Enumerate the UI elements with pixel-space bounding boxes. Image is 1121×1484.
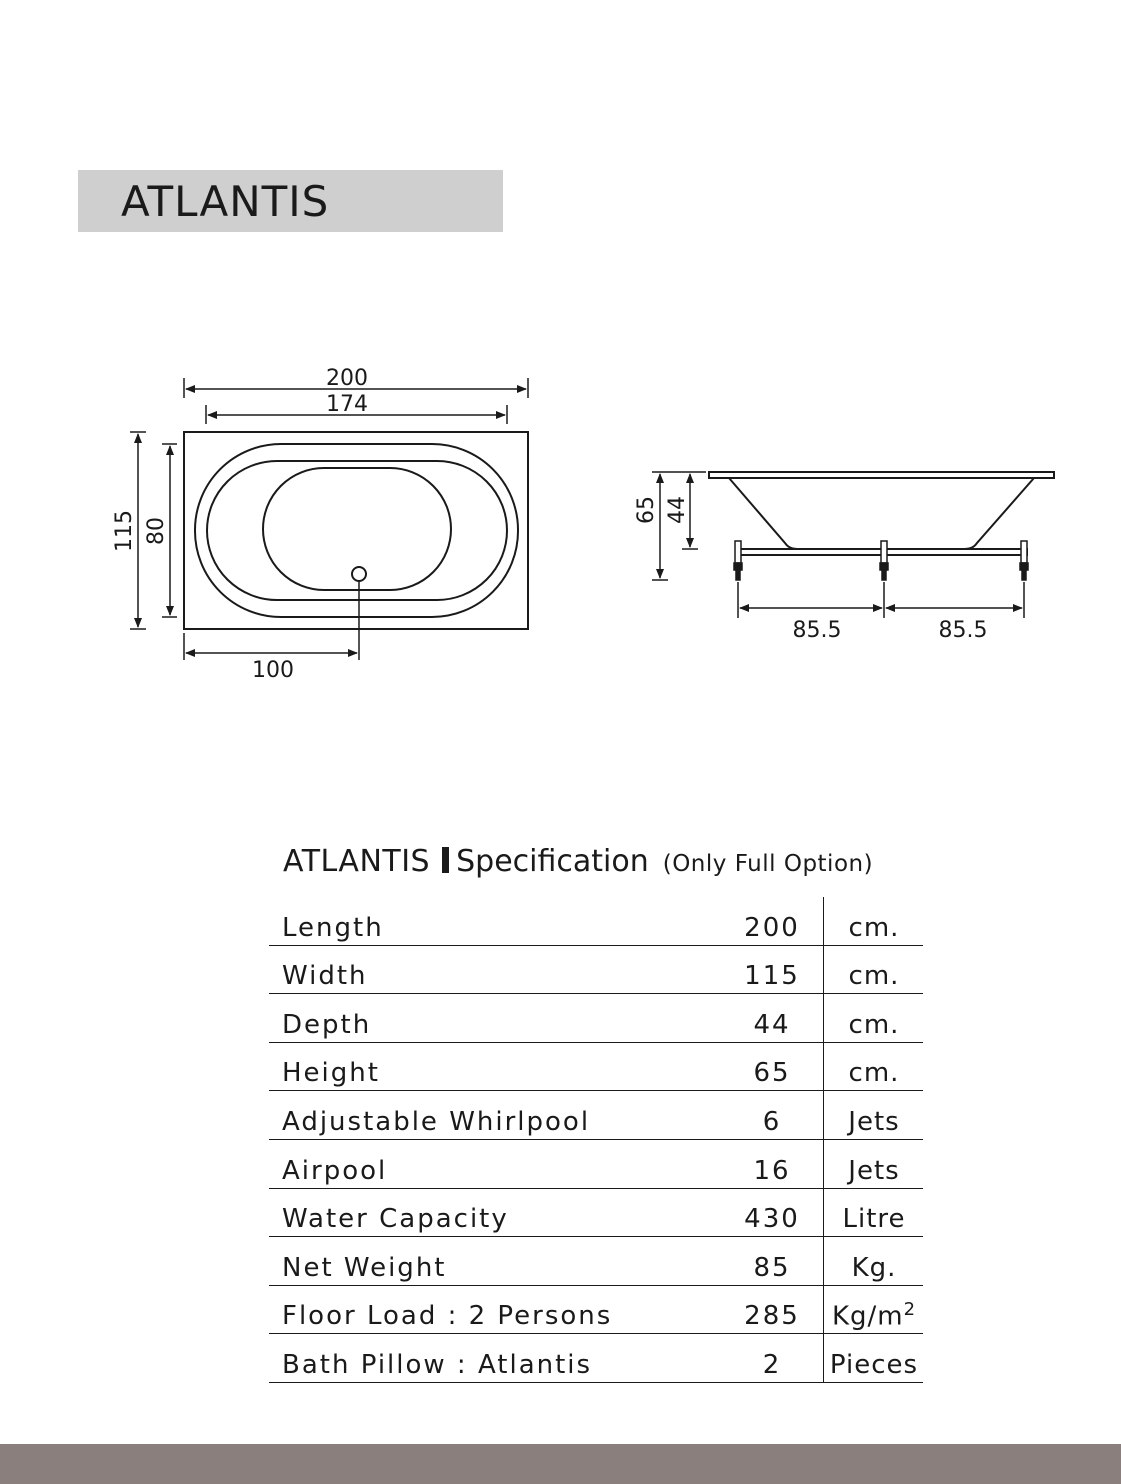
spec-table	[269, 897, 923, 1383]
row-value: 200	[744, 912, 800, 943]
legs	[734, 541, 1028, 580]
spec-model: ATLANTIS	[283, 844, 431, 879]
side-view-labels	[634, 496, 987, 643]
rim	[709, 472, 1054, 478]
spec-title: Specification	[456, 844, 649, 879]
dim-depth: 44	[665, 496, 690, 524]
rim-inner	[207, 461, 507, 600]
row-unit: cm.	[848, 961, 900, 992]
dim-overall-length: 200	[326, 366, 368, 391]
spec-note: (Only Full Option)	[662, 851, 874, 877]
dim-inner-length: 174	[326, 392, 368, 417]
side-view-dimensions	[652, 472, 1024, 618]
dim-leg-span-right: 85.5	[938, 618, 988, 643]
dim-drain-offset: 100	[252, 658, 294, 683]
row-label: Bath Pillow : Atlantis	[282, 1349, 593, 1380]
row-label: Depth	[282, 1009, 372, 1040]
row-unit: Kg.	[851, 1252, 897, 1283]
dim-total-height: 65	[634, 496, 659, 524]
row-label: Floor Load : 2 Persons	[282, 1301, 613, 1332]
dim-leg-span-left: 85.5	[792, 618, 842, 643]
basin-floor	[263, 468, 451, 590]
drain-icon	[352, 567, 366, 581]
leg-left	[734, 541, 742, 580]
table-row	[269, 994, 923, 1043]
leg-right	[1020, 541, 1028, 580]
unit-base: Kg/m	[831, 1301, 904, 1332]
table-row	[269, 1091, 923, 1140]
row-unit: cm.	[848, 1058, 900, 1089]
table-row	[269, 1237, 923, 1286]
row-label: Adjustable Whirlpool	[282, 1106, 591, 1137]
dim-inner-width: 80	[144, 517, 169, 545]
row-value: 2	[762, 1349, 782, 1380]
table-row	[269, 1189, 923, 1238]
row-value: 285	[744, 1301, 800, 1332]
top-view	[184, 432, 528, 629]
leg-middle	[880, 541, 888, 580]
separator-bar	[442, 847, 449, 873]
row-unit: Jets	[848, 1155, 900, 1186]
table-row	[269, 946, 923, 995]
row-value: 44	[753, 1009, 791, 1040]
row-unit	[825, 1299, 923, 1332]
row-label: Length	[282, 912, 384, 943]
row-label: Height	[282, 1058, 380, 1089]
row-label: Net Weight	[282, 1252, 447, 1283]
table-row	[269, 897, 923, 946]
basin-profile	[729, 478, 1034, 549]
table-row	[269, 1140, 923, 1189]
table-row	[269, 1043, 923, 1092]
row-value: 115	[744, 961, 800, 992]
row-unit: Litre	[842, 1204, 906, 1235]
dim-overall-width: 115	[112, 510, 137, 552]
spec-heading	[283, 844, 873, 879]
row-value: 85	[753, 1252, 791, 1283]
row-value: 430	[744, 1204, 800, 1235]
row-label: Water Capacity	[282, 1204, 509, 1235]
table-row	[269, 1286, 923, 1335]
unit-superscript: 2	[903, 1298, 917, 1320]
row-label: Airpool	[282, 1155, 388, 1186]
page-title: ATLANTIS	[121, 177, 330, 226]
footer-bar	[0, 1444, 1121, 1484]
row-value: 6	[762, 1106, 782, 1137]
row-unit: cm.	[848, 912, 900, 943]
table-row	[269, 1334, 923, 1383]
row-unit: Jets	[848, 1106, 900, 1137]
row-unit: Pieces	[829, 1349, 919, 1380]
row-label: Width	[282, 961, 368, 992]
row-value: 65	[753, 1058, 791, 1089]
top-view-labels	[112, 366, 368, 683]
row-unit: cm.	[848, 1009, 900, 1040]
row-value: 16	[753, 1155, 791, 1186]
